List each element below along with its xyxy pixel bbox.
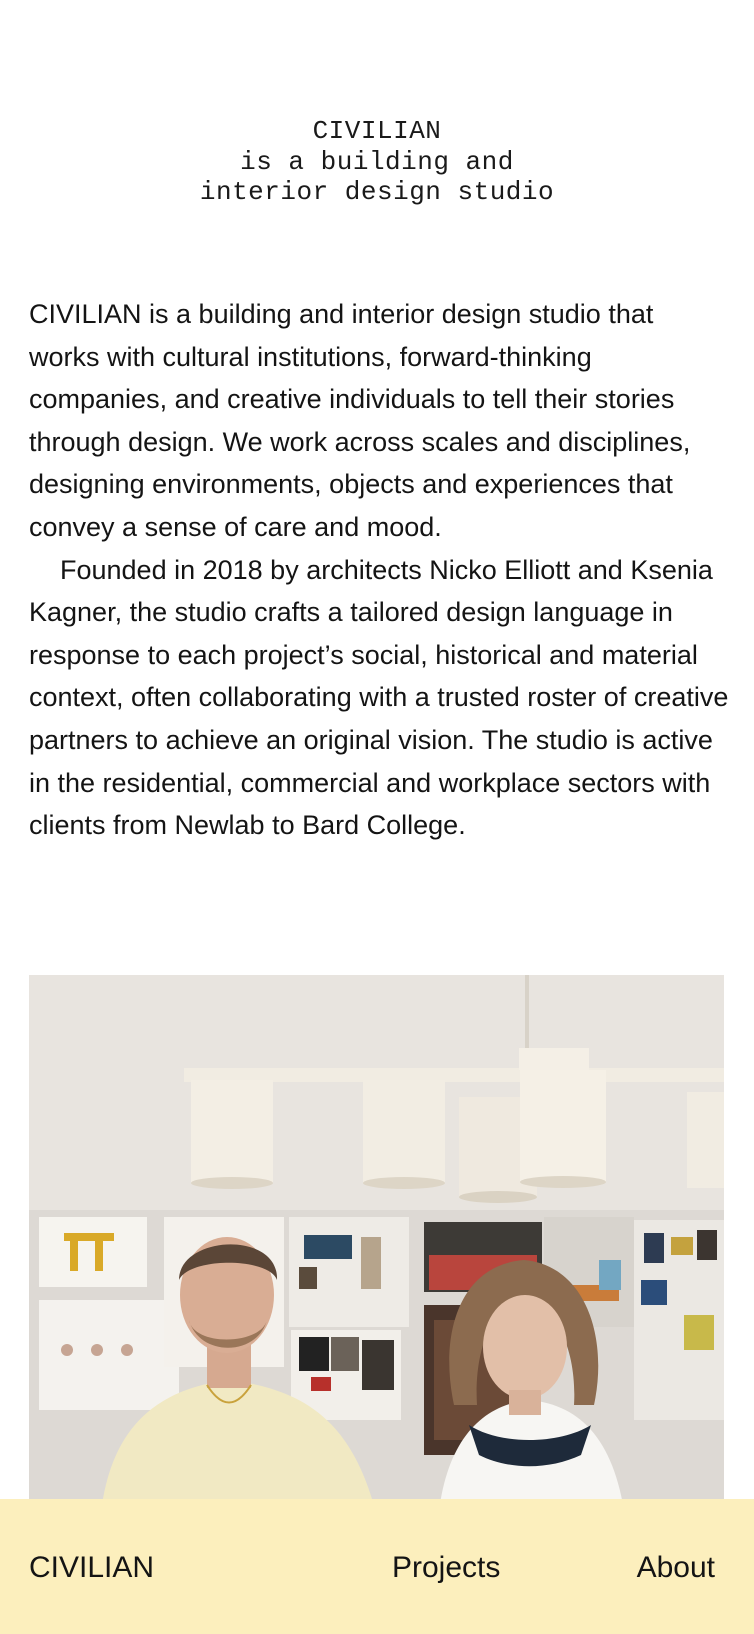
tagline-line-1: CIVILIAN	[312, 116, 442, 146]
studio-founders-photo	[29, 975, 724, 1535]
about-paragraph-2: Founded in 2018 by architects Nicko Elliott and Ksenia Kagner, the studio crafts a tailored design language in response to each project’s social, historical and material context, often collaborating with a trusted roster of creative partners to achieve an original vision. The studio is active in the residential, commercial and workplace sectors with clients from Newlab to Bard College.	[29, 554, 729, 841]
brand-logo-link[interactable]: CIVILIAN	[29, 1551, 155, 1584]
tagline-line-2: is a building and	[240, 146, 514, 177]
bottom-navigation-bar	[0, 1499, 754, 1634]
studio-tagline	[0, 116, 754, 208]
nav-link-projects[interactable]: Projects	[392, 1551, 501, 1584]
about-paragraph-1: CIVILIAN is a building and interior design studio that works with cultural institutions, forward-thinking companies, and creative individuals to tell their stories through design. We work across scales and disciplines, designing environments, objects and experiences that convey a sense of care and mood.	[29, 299, 691, 542]
tagline-line-3: interior design studio	[199, 177, 555, 207]
nav-link-about[interactable]: About	[636, 1551, 715, 1584]
about-description	[29, 293, 729, 847]
